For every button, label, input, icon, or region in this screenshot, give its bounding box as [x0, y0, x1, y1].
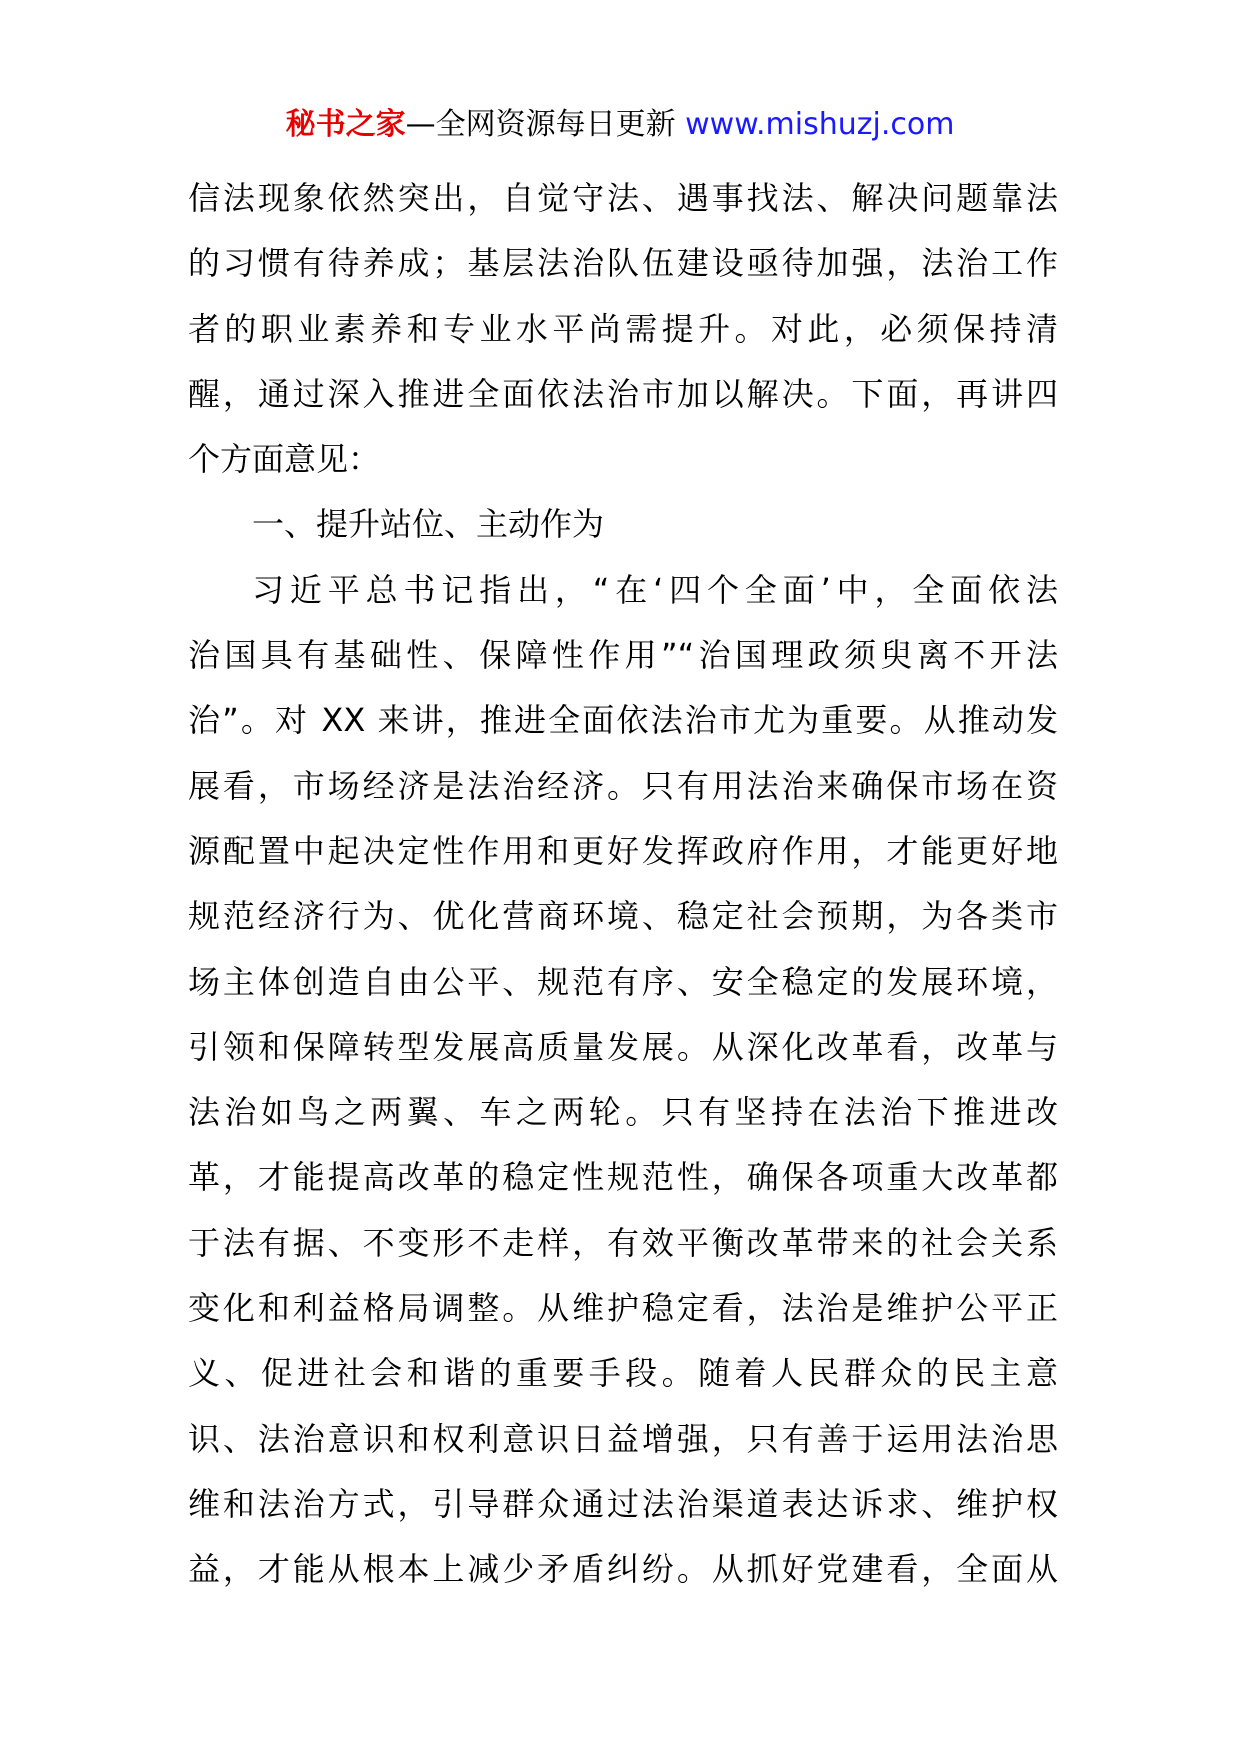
text-line: 法治如鸟之两翼、车之两轮。只有坚持在法治下推进改 — [188, 1093, 1058, 1132]
text-line: 场主体创造自由公平、规范有序、安全稳定的发展环境， — [188, 962, 1058, 1001]
text-line: 的习惯有待养成；基层法治队伍建设亟待加强，法治工作 — [188, 244, 1058, 283]
text-line: 个方面意见： — [188, 440, 381, 479]
document-body — [188, 166, 1058, 1603]
text-line: 展看，市场经济是法治经济。只有用法治来确保市场在资 — [188, 766, 1058, 805]
text-line: 者的职业素养和专业水平尚需提升。对此，必须保持清 — [188, 309, 1058, 348]
section-heading: 一、提升站位、主动作为 — [252, 505, 605, 544]
text-line: 引领和保障转型发展高质量发展。从深化改革看，改革与 — [188, 1027, 1058, 1066]
text-line: 革，才能提高改革的稳定性规范性，确保各项重大改革都 — [188, 1158, 1058, 1197]
text-line: 义、促进社会和谐的重要手段。随着人民群众的民主意 — [188, 1354, 1058, 1393]
text-line: 习近平总书记指出，“在‘四个全面’中，全面依法 — [252, 570, 1058, 609]
header-brand: 秘书之家 — [285, 107, 406, 142]
header-url-link[interactable]: www.mishuzj.com — [685, 107, 955, 142]
page-header — [0, 100, 1240, 150]
text-line: 益，才能从根本上减少矛盾纠纷。从抓好党建看，全面从 — [188, 1550, 1058, 1589]
text-line: 治”。对 XX 来讲，推进全面依法治市尤为重要。从推动发 — [188, 701, 1058, 740]
text-line: 识、法治意识和权利意识日益增强，只有善于运用法治思 — [188, 1419, 1058, 1458]
text-line: 治国具有基础性、保障性作用”“治国理政须臾离不开法 — [188, 636, 1058, 675]
text-line: 变化和利益格局调整。从维护稳定看，法治是维护公平正 — [188, 1289, 1058, 1328]
text-line: 于法有据、不变形不走样，有效平衡改革带来的社会关系 — [188, 1223, 1058, 1262]
text-line: 规范经济行为、优化营商环境、稳定社会预期，为各类市 — [188, 897, 1058, 936]
header-tagline: —全网资源每日更新 — [405, 107, 676, 142]
text-line: 源配置中起决定性作用和更好发挥政府作用，才能更好地 — [188, 831, 1058, 870]
text-line: 信法现象依然突出，自觉守法、遇事找法、解决问题靠法 — [188, 179, 1058, 217]
text-line: 醒，通过深入推进全面依法治市加以解决。下面，再讲四 — [188, 374, 1058, 413]
text-line: 维和法治方式，引导群众通过法治渠道表达诉求、维护权 — [188, 1484, 1058, 1523]
